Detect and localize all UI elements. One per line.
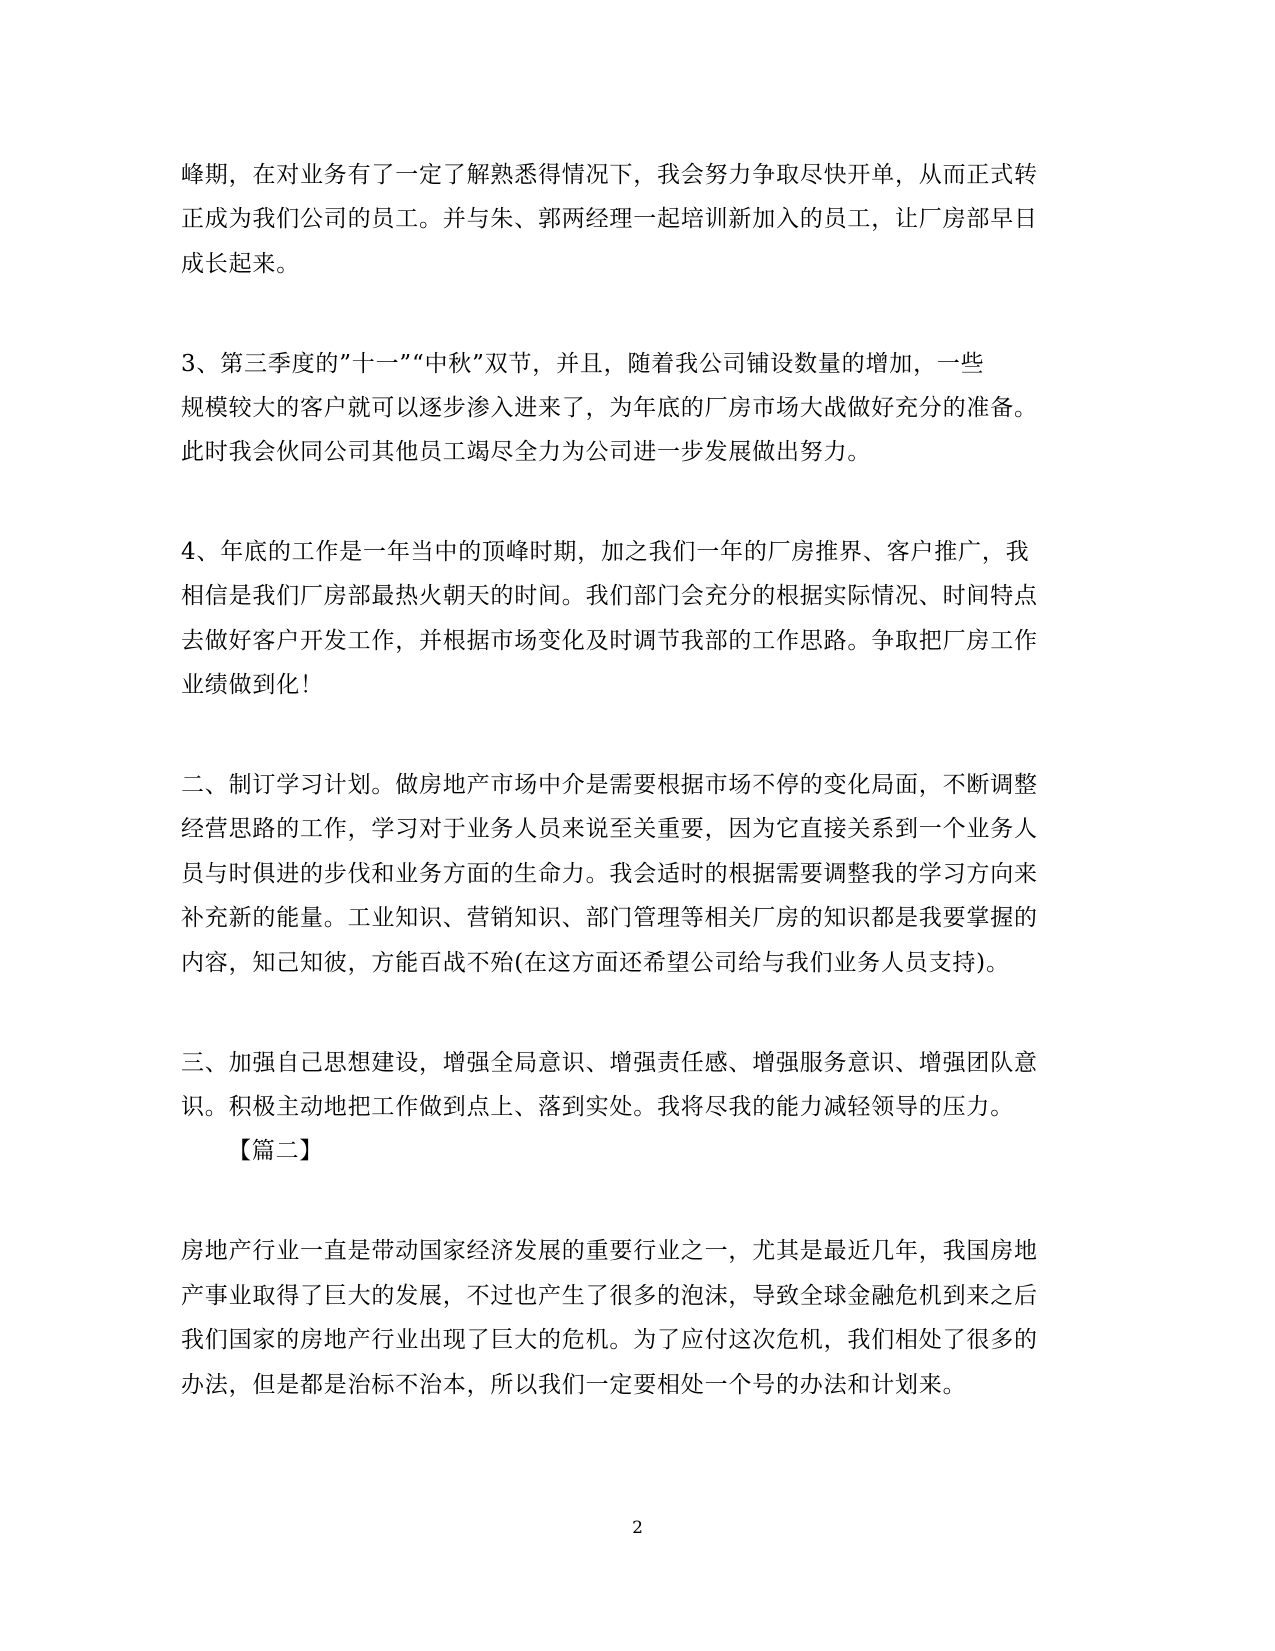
text-line: 去做好客户开发工作，并根据市场变化及时调节我部的工作思路。争取把厂房工作	[181, 628, 1038, 654]
text-line: 成长起来。	[181, 251, 300, 277]
text-line: 补充新的能量。工业知识、营销知识、部门管理等相关厂房的知识都是我要掌握的	[181, 905, 1038, 931]
text-line: 4、年底的工作是一年当中的顶峰时期，加之我们一年的厂房推界、客户推广，我	[181, 539, 1030, 565]
text-line: 二、制订学习计划。做房地产市场中介是需要根据市场不停的变化局面，不断调整	[181, 772, 1038, 798]
page-number: 2	[632, 1518, 643, 1538]
text-line: 此时我会伙同公司其他员工竭尽全力为公司进一步发展做出努力。	[181, 439, 872, 465]
text-line: 峰期，在对业务有了一定了解熟悉得情况下，我会努力争取尽快开单，从而正式转	[181, 162, 1038, 188]
text-line: 相信是我们厂房部最热火朝天的时间。我们部门会充分的根据实际情况、时间特点	[181, 583, 1038, 609]
text-line: 规模较大的客户就可以逐步渗入进来了，为年底的厂房市场大战做好充分的准备。	[181, 395, 1038, 421]
text-line: 内容，知己知彼，方能百战不殆(在这方面还希望公司给与我们业务人员支持)。	[181, 950, 1010, 976]
text-line: 产事业取得了巨大的发展，不过也产生了很多的泡沫，导致全球金融危机到来之后	[181, 1283, 1038, 1309]
text-line: 房地产行业一直是带动国家经济发展的重要行业之一，尤其是最近几年，我国房地	[181, 1238, 1038, 1264]
text-line: 正成为我们公司的员工。并与朱、郭两经理一起培训新加入的员工，让厂房部早日	[181, 206, 1038, 232]
text-line: 3、第三季度的”十一”“中秋”双节，并且，随着我公司铺设数量的增加，一些	[181, 351, 985, 377]
text-line: 业绩做到化！	[181, 672, 324, 698]
text-line: 识。积极主动地把工作做到点上、落到实处。我将尽我的能力减轻领导的压力。	[181, 1094, 1014, 1120]
section-heading: 【篇二】	[228, 1138, 324, 1164]
text-line: 办法，但是都是治标不治本，所以我们一定要相处一个号的办法和计划来。	[181, 1372, 967, 1398]
text-line: 员与时俱进的步伐和业务方面的生命力。我会适时的根据需要调整我的学习方向来	[181, 861, 1038, 887]
text-line: 我们国家的房地产行业出现了巨大的危机。为了应付这次危机，我们相处了很多的	[181, 1327, 1038, 1353]
text-line: 三、加强自己思想建设，增强全局意识、增强责任感、增强服务意识、增强团队意	[181, 1050, 1038, 1076]
text-line: 经营思路的工作，学习对于业务人员来说至关重要，因为它直接关系到一个业务人	[181, 816, 1038, 842]
